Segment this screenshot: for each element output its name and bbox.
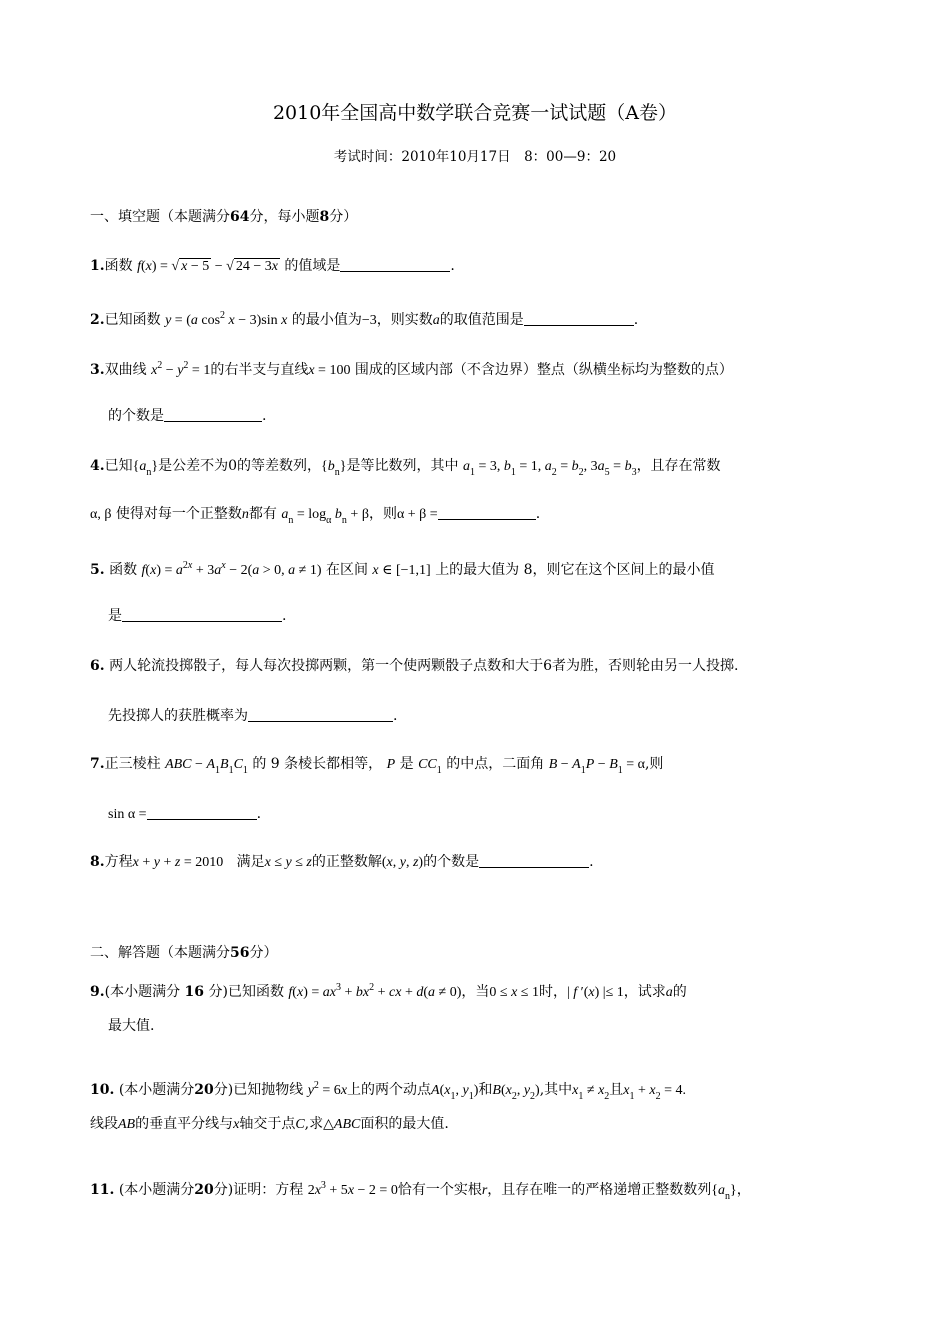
answer-blank-8[interactable]	[479, 853, 589, 868]
answer-blank-6[interactable]	[248, 707, 393, 722]
answer-blank-7[interactable]	[147, 805, 257, 820]
question-2: 2.已知函数 y = (a $\cos^2 x - 3)\sin$ x 的最小值为−3，则实数a的取值范围是 .	[90, 310, 639, 328]
question-7-line-2: sin α = .	[108, 806, 262, 822]
question-6: 6. 两人轮流投掷骰子，每人每次投掷两颗，第一个使两颗骰子点数和大于6者为胜，否则轮由另一人投掷.	[90, 658, 739, 674]
q2-formula: y = (a $\cos^2 x - 3)\sin$ x	[165, 310, 288, 328]
question-5-line-2: 是 .	[108, 608, 287, 624]
question-4: 4.已知$\{a_n\}$是公差不为0的等差数列，$\{b_n\}$是等比数列，其中 $a_1 = 3$, $b_1 = 1$, $a_2 = b_2$, $3a_5 = b_3$，且存在常数	[90, 458, 721, 478]
question-6-line-2: 先投掷人的获胜概率为 .	[108, 708, 398, 724]
question-4-line-2: α, β 使得对每一个正整数n都有 $a_n = \log_\alpha b_n + \beta$，则α + β = .	[90, 506, 541, 526]
section-fill-in-heading: 一、填空题（本题满分64分，每小题8分）	[90, 209, 358, 225]
q1-formula: f(x) = √ x − 5 − √ 24 − 3x	[137, 259, 278, 274]
question-3-line-2: 的个数是 .	[108, 408, 267, 424]
question-9: 9.(本小题满分 16 分)已知函数 $f(x) = ax^3 + bx^2$ + cx + d(a ≠ 0)，当0 ≤ x ≤ 1时，| f ′(x) |≤ 1，试求a的	[90, 982, 687, 1000]
question-10-line-2: 线段AB的垂直平分线与x轴交于点C,求△ABC面积的最大值.	[90, 1116, 449, 1132]
answer-blank-5[interactable]	[122, 607, 282, 622]
answer-blank-3[interactable]	[164, 407, 262, 422]
question-11: 11. (本小题满分20分)证明：方程 $2x^3 + 5x - 2 = 0$恰有一个实根r，且存在唯一的严格递增正整数数列$\{a_n\}$，	[90, 1180, 751, 1202]
answer-blank-1[interactable]	[340, 257, 450, 272]
page-title: 2010年全国高中数学联合竞赛一试试题（A卷）	[272, 102, 678, 124]
answer-blank-4[interactable]	[438, 505, 536, 520]
question-7: 7.正三棱柱 ABC − $A_1B_1C_1$ 的 9 条棱长都相等， P 是 $CC_1$ 的中点，二面角 $B - A_1P - B_1 = \alpha$,则	[90, 756, 664, 776]
question-3: 3.双曲线 $x^2 - y^2 = 1$的右半支与直线x = 100 围成的区域内部（不含边界）整点（纵横坐标均为整数的点）	[90, 360, 733, 378]
question-8: 8.方程x + y + z = 2010 满足x ≤ y ≤ z的正整数解(x, y, z)的个数是 .	[90, 854, 594, 870]
question-9-line-2: 最大值.	[108, 1018, 155, 1034]
exam-time: 考试时间：2010年10月17日 8：00—9：20	[333, 149, 617, 165]
q3-formula: $x^2 - y^2 = 1$	[151, 360, 211, 378]
question-1: 1.函数 f(x) = √ x − 5 − √ 24 − 3x 的值域是 .	[90, 258, 455, 274]
answer-blank-2[interactable]	[524, 311, 634, 326]
section-answer-heading: 二、解答题（本题满分56分）	[90, 945, 278, 961]
question-10: 10. (本小题满分20分)已知抛物线 $y^2 = 6x$上的两个动点$A(x_1$, $y_1$)和$B(x_2$, $y_2$),其中$x_1 \ne x_2$且$x_1 + x_2 = 4$.	[90, 1080, 687, 1102]
q4-conditions: $a_1 = 3$, $b_1 = 1$, $a_2 = b_2$, $3a_5 = b_3$	[462, 459, 637, 478]
q5-formula: $f(x) = a^{2x} + 3a^x - 2(a > 0$, a ≠ 1)	[141, 560, 322, 578]
question-5: 5. 函数 $f(x) = a^{2x} + 3a^x - 2(a > 0$, a ≠ 1) 在区间 x ∈ [−1,1] 上的最大值为 8，则它在这个区间上的最小值	[90, 560, 715, 578]
